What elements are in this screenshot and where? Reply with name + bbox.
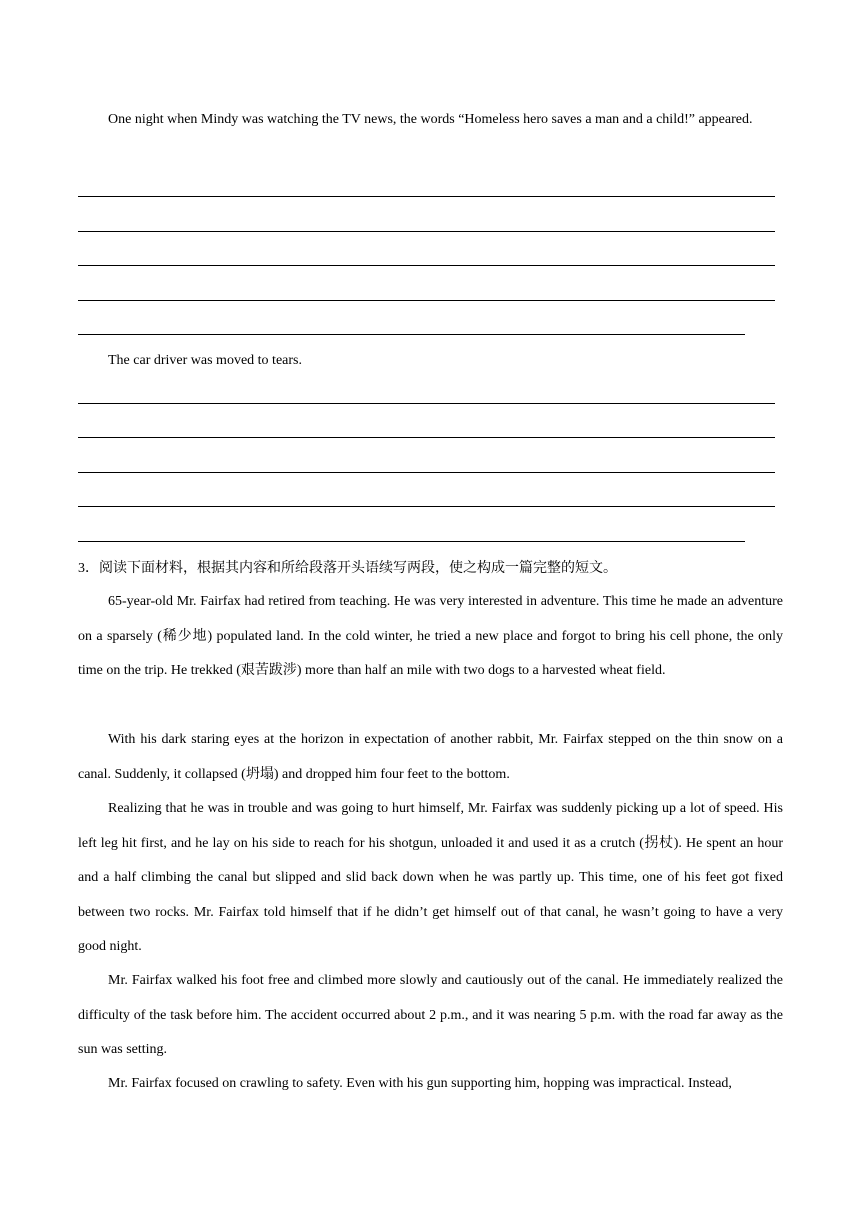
- answer-line: [78, 300, 775, 301]
- answer-line: [78, 265, 775, 266]
- answer-line: [78, 541, 745, 542]
- answer-line: [78, 334, 745, 335]
- question-3-instruction: 3．阅读下面材料，根据其内容和所给段落开头语续写两段，使之构成一篇完整的短文。: [78, 561, 617, 576]
- continuation-prompt-2: The car driver was moved to tears.: [108, 353, 302, 368]
- passage-paragraph-2: With his dark staring eyes at the horizon in expectation of another rabbit, Mr. Fairfax stepped on the thin snow on a canal. Suddenly, it collapsed (坍塌) and dropped him four feet to the bottom.: [78, 732, 783, 782]
- answer-line: [78, 231, 775, 232]
- answer-line: [78, 506, 775, 507]
- answer-line: [78, 403, 775, 404]
- continuation-prompt-1: One night when Mindy was watching the TV news, the words “Homeless hero saves a man and a child!” appeared.: [108, 112, 753, 127]
- passage-paragraph-1: 65-year-old Mr. Fairfax had retired from teaching. He was very interested in adventure. This time he made an adventure on a sparsely (稀少地) populated land. In the cold winter, he tried a new place and forgot to bring his cell phone, the only time on the trip. He trekked (艰苦跋涉) more than half an mile with two dogs to a harvested wheat field.: [78, 594, 783, 678]
- answer-line: [78, 472, 775, 473]
- answer-line: [78, 196, 775, 197]
- answer-line: [78, 437, 775, 438]
- passage-paragraph-5: Mr. Fairfax focused on crawling to safety. Even with his gun supporting him, hopping was impractical. Instead,: [108, 1076, 732, 1091]
- passage-paragraph-4: Mr. Fairfax walked his foot free and climbed more slowly and cautiously out of the canal. He immediately realized the difficulty of the task before him. The accident occurred about 2 p.m., and it was nearing 5 p.m. with the road far away as the sun was setting.: [78, 973, 783, 1057]
- passage-paragraph-3: Realizing that he was in trouble and was going to hurt himself, Mr. Fairfax was suddenly picking up a lot of speed. His left leg hit first, and he lay on his side to reach for his shotgun, unloaded it and used it as a crutch (拐杖). He spent an hour and a half climbing the canal but slipped and slid back down when he was partly up. This time, one of his feet got fixed between two rocks. Mr. Fairfax told himself that if he didn’t get himself out of that canal, he wasn’t going to have a very good night.: [78, 801, 783, 954]
